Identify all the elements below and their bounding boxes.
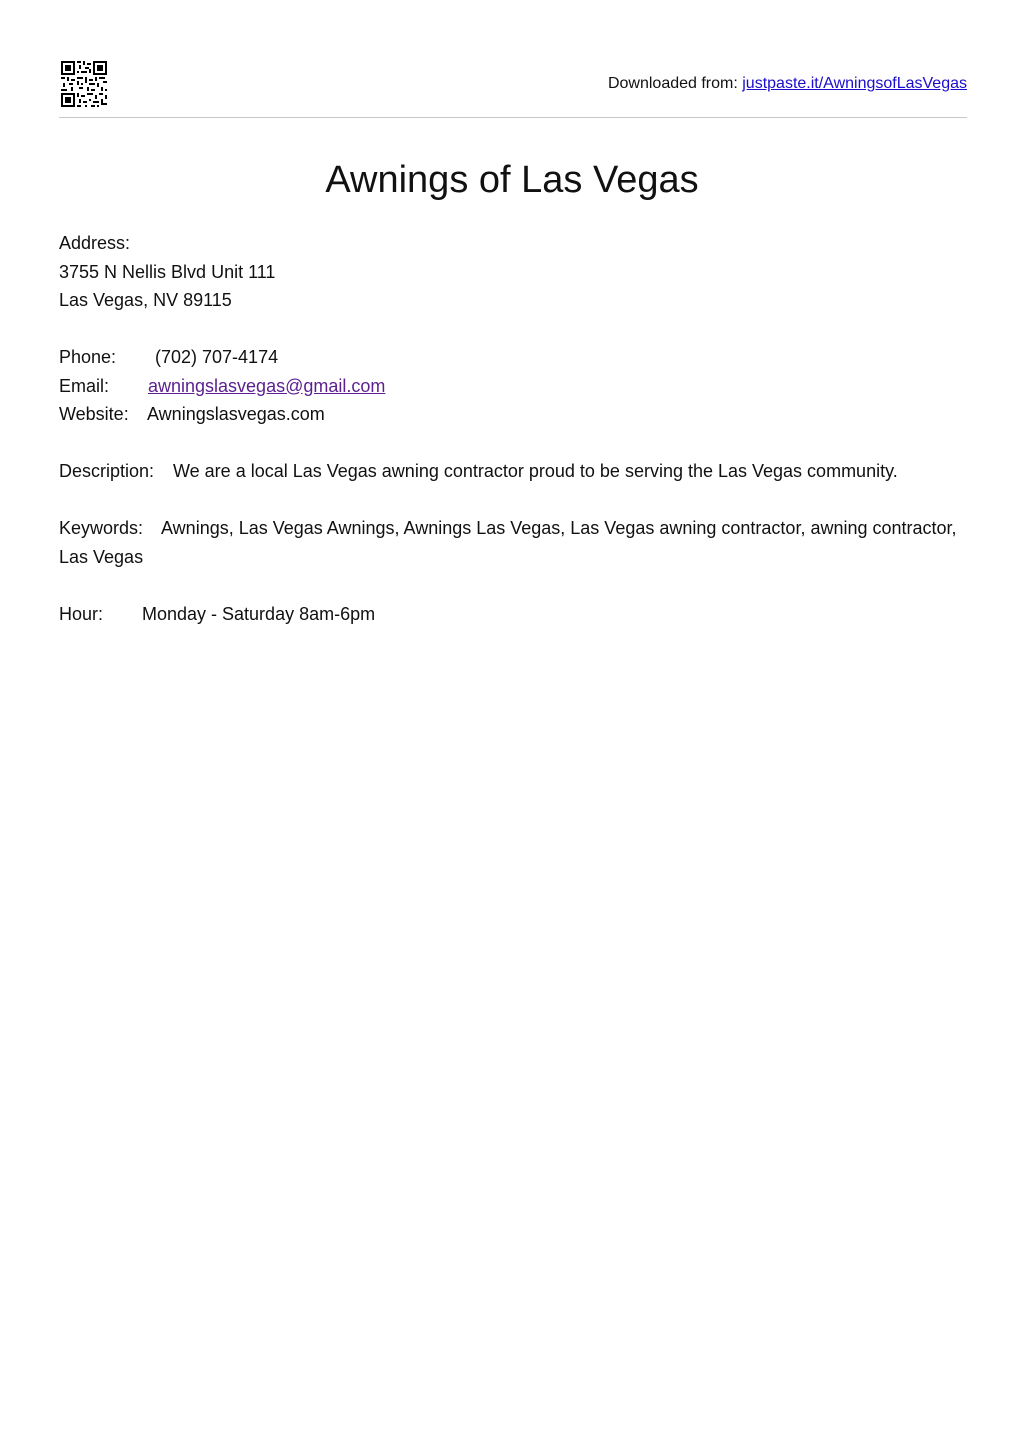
address-label: Address: [59, 233, 131, 253]
hour-label: Hour: [59, 603, 104, 624]
page-title: Awnings of Las Vegas [325, 159, 699, 201]
downloaded-label: Downloaded from: [607, 75, 738, 92]
email-row [59, 372, 967, 401]
email-label: Email: [59, 375, 110, 396]
source-link[interactable]: justpaste.it/AwningsofLasVegas [742, 75, 967, 92]
keywords-label: Keywords: [59, 518, 144, 538]
website-row [59, 400, 967, 429]
phone-row [59, 343, 967, 372]
hour-row [59, 600, 967, 629]
keywords-row [59, 514, 967, 571]
website-value: Awningslasvegas.com [147, 404, 325, 424]
address-line-2: Las Vegas, NV 89115 [59, 290, 232, 310]
description-row [59, 457, 967, 486]
description-value: We are a local Las Vegas awning contractor proud to be serving the Las Vegas community. [173, 461, 898, 481]
address-line-1: 3755 N Nellis Blvd Unit 111 [59, 261, 276, 282]
email-link[interactable]: awningslasvegas@gmail.com [148, 375, 386, 396]
document-body [59, 229, 967, 628]
description-label: Description: [59, 461, 155, 481]
website-label: Website: [59, 404, 129, 424]
downloaded-from [608, 74, 967, 94]
hour-value: Monday - Saturday 8am-6pm [142, 603, 376, 624]
qr-code-icon [59, 59, 109, 109]
phone-label: Phone: [59, 347, 117, 367]
keywords-value: Awnings, Las Vegas Awnings, Awnings Las Vegas, Las Vegas awning contractor, awning contractor, Las Vegas [59, 518, 957, 567]
phone-value: (702) 707-4174 [155, 347, 279, 367]
page-header [59, 59, 967, 118]
